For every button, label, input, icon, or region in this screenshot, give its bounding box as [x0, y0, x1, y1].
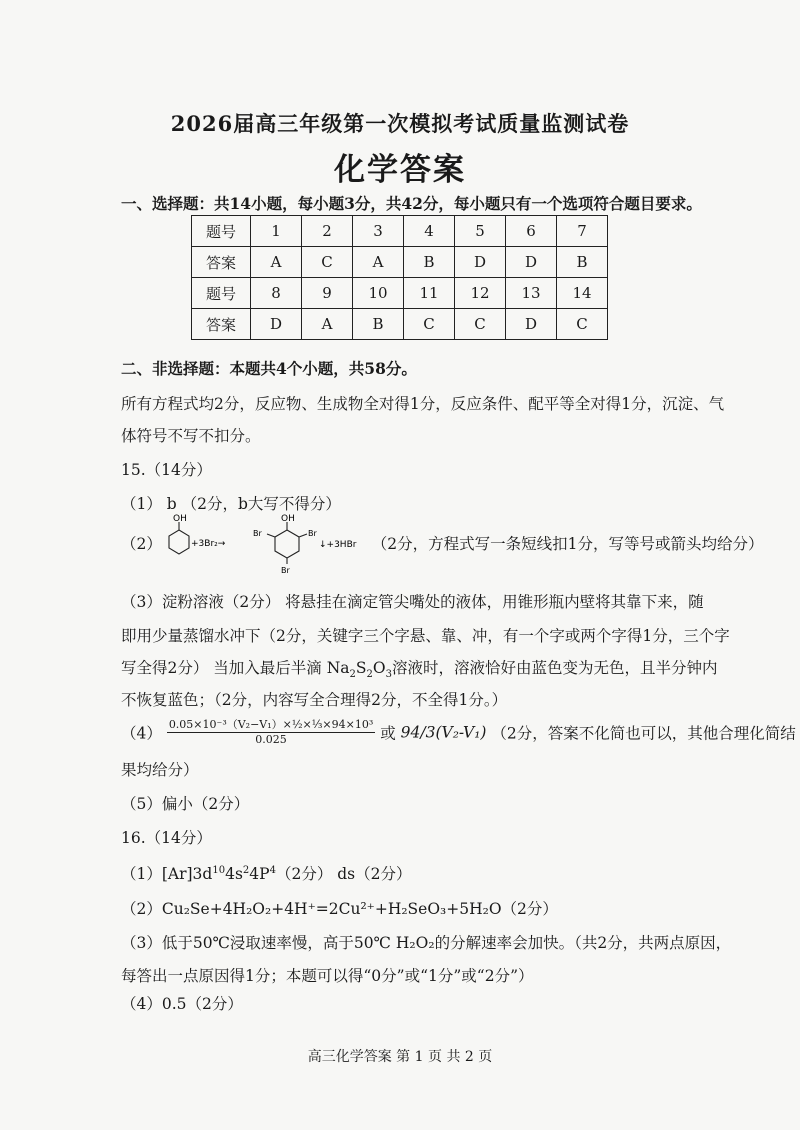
product-oh-label: OH [280, 514, 295, 524]
q15-part2-prefix: （2） [121, 535, 162, 553]
table-cell: 1 [251, 216, 302, 247]
text-span: 4P [249, 865, 270, 883]
q16-header: 16.（14分） [121, 829, 212, 847]
table-cell: 3 [353, 216, 404, 247]
table-cell: 7 [557, 216, 608, 247]
table-cell: A [353, 247, 404, 278]
table-cell: 6 [506, 216, 557, 247]
subscript: 3 [385, 669, 392, 681]
table-cell: D [506, 309, 557, 340]
q16-part1 [121, 862, 411, 884]
table-cell: B [557, 247, 608, 278]
q15-part4-prefix: （4） [121, 724, 162, 743]
table-cell: 4 [404, 216, 455, 247]
table-cell: D [455, 247, 506, 278]
text-span: S [355, 659, 367, 677]
q15-part4-or: 或 [380, 724, 401, 743]
tribromophenol-ring [275, 530, 299, 558]
section2-heading: 二、非选择题：本题共4个小题，共58分。 [121, 359, 417, 378]
table-row [192, 216, 608, 247]
superscript: 10 [212, 864, 226, 876]
table-cell: 10 [353, 278, 404, 309]
table-cell: 2 [302, 216, 353, 247]
product-text: ↓+3HBr [318, 540, 357, 550]
q15-part4-line2: 果均给分） [121, 761, 199, 779]
br-bottom-label: Br [280, 566, 290, 574]
q15-part5: （5）偏小（2分） [121, 795, 250, 813]
table-cell: D [251, 309, 302, 340]
q15-part4-note: （2分，答案不化简也可以，其他合理化简结 [491, 724, 796, 743]
table-cell: B [404, 247, 455, 278]
br-bond-left [267, 534, 275, 537]
subscript: 2 [366, 669, 373, 681]
table-cell: C [455, 309, 506, 340]
general-note-line1: 所有方程式均2分，反应物、生成物全对得1分，反应条件、配平等全对得1分，沉淀、气 [121, 395, 725, 413]
q15-part2-note: （2分，方程式写一条短线扣1分，写等号或箭头均给分） [371, 535, 764, 553]
q15-part3-line2: 即用少量蒸馏水冲下（2分，关键字三个字悬、靠、冲，有一个字或两个字得1分，三个字 [121, 627, 730, 645]
q15-part3-line4: 不恢复蓝色；（2分，内容写全合理得2分，不全得1分。） [121, 691, 508, 709]
answer-table [191, 215, 608, 340]
br-right-label: Br [307, 529, 317, 538]
table-cell: C [302, 247, 353, 278]
superscript: 2 [242, 864, 250, 876]
q15-header: 15.（14分） [121, 461, 212, 479]
text-span: O [372, 659, 386, 677]
section1-heading: 一、选择题：共14小题，每小题3分，共42分，每小题只有一个选项符合题目要求。 [121, 194, 702, 213]
q15-part4 [121, 718, 796, 747]
table-cell: C [557, 309, 608, 340]
q15-part3-line1: （3）淀粉溶液（2分） 将悬挂在滴定管尖嘴处的液体，用锥形瓶内壁将其靠下来，随 [121, 593, 704, 611]
phenol-bromination-structure [167, 512, 367, 574]
text-span: 4s [225, 865, 243, 883]
text-span: （2分） ds（2分） [275, 865, 412, 883]
table-cell: C [404, 309, 455, 340]
reactant-text: +3Br₂→ [190, 539, 226, 549]
table-cell: B [353, 309, 404, 340]
table-cell: 5 [455, 216, 506, 247]
table-cell: 题号 [192, 216, 251, 247]
table-cell: A [302, 309, 353, 340]
table-cell: 9 [302, 278, 353, 309]
subject-title: 化学答案 [334, 152, 466, 188]
q16-part2: （2）Cu₂Se+4H₂O₂+4H⁺=2Cu²⁺+H₂SeO₃+5H₂O（2分） [121, 900, 558, 918]
table-cell: 11 [404, 278, 455, 309]
phenol-oh-label: OH [172, 514, 187, 524]
q15-part2 [121, 512, 763, 574]
text-span: 溶液时，溶液恰好由蓝色变为无色，且半分钟内 [392, 659, 718, 677]
q16-part3-line2: 每答出一点原因得1分；本题可以得“0分”或“1分”或“2分”） [121, 967, 534, 985]
text-span: 写全得2分） 当加入最后半滴 Na [121, 659, 350, 677]
table-cell: 答案 [192, 309, 251, 340]
phenol-ring [169, 530, 189, 554]
page-footer: 高三化学答案 第 1 页 共 2 页 [307, 1049, 493, 1065]
fraction-denominator: 0.025 [255, 733, 287, 746]
table-row [192, 247, 608, 278]
table-cell: 14 [557, 278, 608, 309]
table-cell: 13 [506, 278, 557, 309]
text-span: （1）[Ar]3d [121, 865, 213, 883]
q15-part3-line3 [121, 656, 718, 680]
table-cell: 12 [455, 278, 506, 309]
br-left-label: Br [252, 529, 262, 538]
table-row [192, 309, 608, 340]
table-cell: A [251, 247, 302, 278]
general-note-line2: 体符号不写不扣分。 [121, 427, 261, 445]
fraction-numerator: 0.05×10⁻³（V₂−V₁）×½×⅓×94×10³ [168, 718, 374, 731]
table-cell: D [506, 247, 557, 278]
q16-part4: （4）0.5（2分） [121, 995, 243, 1013]
superscript: 4 [269, 864, 276, 876]
exam-title: 2026届高三年级第一次模拟考试质量监测试卷 [170, 111, 630, 136]
table-row [192, 278, 608, 309]
q15-part4-fraction [167, 718, 375, 747]
table-cell: 8 [251, 278, 302, 309]
q15-part1: （1） b （2分，b大写不得分） [121, 495, 341, 513]
q16-part3-line1: （3）低于50℃浸取速率慢，高于50℃ H₂O₂的分解速率会加快。（共2分，共两点原因， [121, 934, 732, 952]
table-cell: 答案 [192, 247, 251, 278]
q15-part4-alt: 94/3(V₂-V₁) [400, 723, 487, 742]
table-cell: 题号 [192, 278, 251, 309]
subscript: 2 [349, 669, 356, 681]
br-bond-right [299, 534, 307, 537]
